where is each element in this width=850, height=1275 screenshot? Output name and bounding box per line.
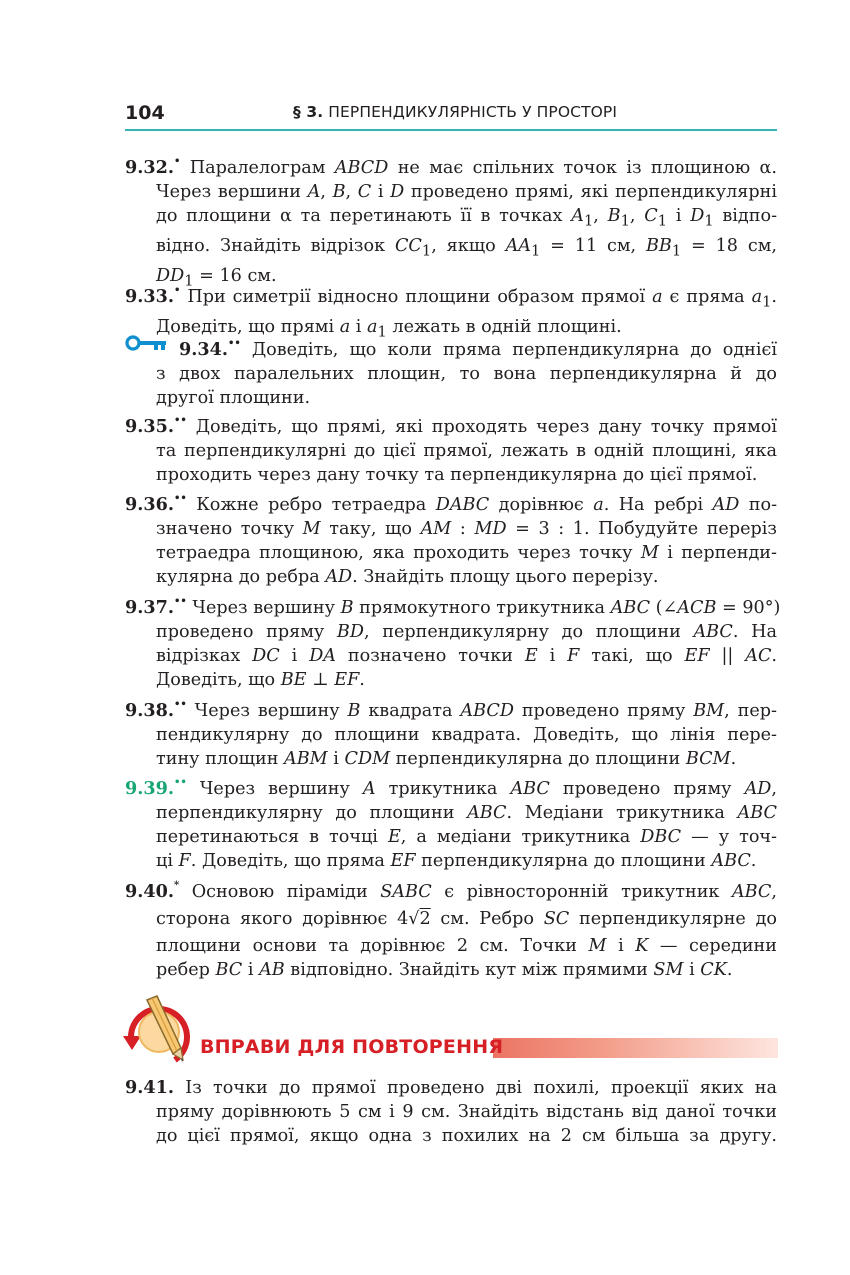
text-line: ребер BC і AB відповідно. Знайдіть кут між прямими SM і CK.	[156, 960, 733, 981]
text-line: 9.38.•• Через вершину B квадрата ABCD проведено пряму BM, пер-	[125, 699, 777, 721]
text-line: 9.39.•• Через вершину A трикутника ABC проведено пряму AD,	[125, 777, 777, 799]
exercise-9-39	[125, 773, 777, 874]
text-line: 9.37.•• Через вершину B прямокутного трикутника ABC (∠ACB = 90°)	[125, 596, 781, 618]
text-line: значено точку M таку, що AM : MD = 3 : 1. Побудуйте переріз	[156, 519, 777, 540]
exercise-9-40	[125, 876, 777, 982]
pencil-icon	[123, 992, 203, 1072]
text-line: 9.35.•• Доведіть, що прямі, які проходять через дану точку прямої	[125, 415, 777, 437]
exercise-number: 9.41.	[125, 1077, 174, 1098]
exercise-number: 9.40.*	[125, 880, 180, 902]
section-banner	[123, 992, 783, 1072]
exercise-9-37	[125, 592, 781, 693]
exercise-9-34	[125, 334, 777, 410]
page-number: 104	[125, 102, 165, 124]
exercise-9-35	[125, 411, 777, 487]
text-line: тину площин ABM і CDM перпендикулярна до площини BCM.	[156, 749, 737, 770]
exercise-number: 9.32.•	[125, 156, 181, 178]
text-line: перпендикулярну до площини ABC. Медіани трикутника ABC	[156, 803, 777, 824]
exercise-9-41	[125, 1076, 777, 1149]
section-number: § 3.	[293, 103, 324, 121]
running-title	[293, 103, 617, 121]
text-line: пендикулярну до площини квадрата. Доведіть, що лінія пере-	[156, 725, 777, 746]
exercise-number: 9.39.••	[125, 777, 187, 799]
text-line: Доведіть, що BE ⊥ EF.	[156, 670, 365, 691]
text-line: відрізках DC і DA позначено точки E і F такі, що EF || AC.	[156, 646, 777, 667]
text-line: тетраедра площиною, яка проходить через точку M і перпенди-	[156, 543, 777, 564]
text-line: 9.40.* Основою піраміди SABC є рівносторонній трикутник ABC,	[125, 880, 777, 902]
text-line: площини основи та дорівнює 2 см. Точки M і K — середини	[156, 936, 778, 957]
text-line: перетинаються в точці E, а медіани трикутника DBC — у точ-	[156, 827, 777, 848]
exercise-number: 9.34.••	[179, 338, 241, 360]
banner-title: ВПРАВИ ДЛЯ ПОВТОРЕННЯ	[200, 1036, 504, 1058]
exercise-number: 9.33.•	[125, 285, 181, 307]
text-line: проходить через дану точку та перпендикулярна до цієї прямої.	[156, 465, 758, 486]
exercise-9-32	[125, 152, 777, 293]
text-line: проведено пряму BD, перпендикулярну до площини ABC. На	[156, 622, 777, 643]
exercise-number: 9.38.••	[125, 699, 187, 721]
text-line: 9.36.•• Кожне ребро тетраедра DABC дорівнює a. На ребрі AD по-	[125, 493, 778, 515]
text-line: та перпендикулярні до цієї прямої, лежать в одній площині, яка	[156, 441, 777, 462]
text-line: 9.41. Із точки до прямої проведено дві похилі, проекції яких на	[125, 1077, 777, 1098]
text-line: пряму дорівнюють 5 см і 9 см. Знайдіть відстань від даної точки	[156, 1102, 777, 1123]
text-line: відно. Знайдіть відрізок $CC_1$, якщо $AA_1 = 11$ см, $BB_1 = 18$ см,	[156, 235, 777, 260]
text-line: 9.33.• При симетрії відносно площини образом прямої a є пряма $a_1$.	[125, 285, 777, 311]
exercise-9-36	[125, 489, 777, 590]
text-line: до площини α та перетинають її в точках $A_1$, $B_1$, $C_1$ і $D_1$ відпо-	[156, 206, 778, 230]
text-line: 9.34.•• Доведіть, що коли пряма перпендикулярна до однієї	[179, 338, 777, 360]
exercise-number: 9.36.••	[125, 493, 187, 515]
header-rule	[125, 129, 777, 131]
text-line: 9.32.• Паралелограм ABCD не має спільних точок із площиною α.	[125, 156, 778, 178]
text-line: кулярна до ребра AD. Знайдіть площу цього перерізу.	[156, 567, 659, 588]
section-title: ПЕРПЕНДИКУЛЯРНІСТЬ У ПРОСТОРІ	[328, 103, 618, 121]
text-line: сторона якого дорівнює 4√2 см. Ребро SC перпендикулярне до	[156, 909, 777, 930]
text-line: другої площини.	[156, 388, 311, 409]
exercise-number: 9.35.••	[125, 415, 187, 437]
page-header	[125, 100, 777, 130]
text-line: з двох паралельних площин, то вона перпендикулярна й до	[156, 364, 777, 385]
exercise-9-38	[125, 695, 777, 771]
text-line: Доведіть, що прямі a і $a_1$ лежать в одній площині.	[156, 316, 622, 341]
text-line: ці F. Доведіть, що пряма EF перпендикулярна до площини ABC.	[156, 851, 757, 872]
text-line: до цієї прямої, якщо одна з похилих на 2 см більша за другу.	[156, 1126, 777, 1147]
exercise-number: 9.37.••	[125, 596, 187, 618]
text-line: Через вершини A, B, C і D проведено прямі, які перпендикулярні	[156, 182, 778, 203]
text-line: $DD_1 = 16$ см.	[156, 265, 277, 290]
